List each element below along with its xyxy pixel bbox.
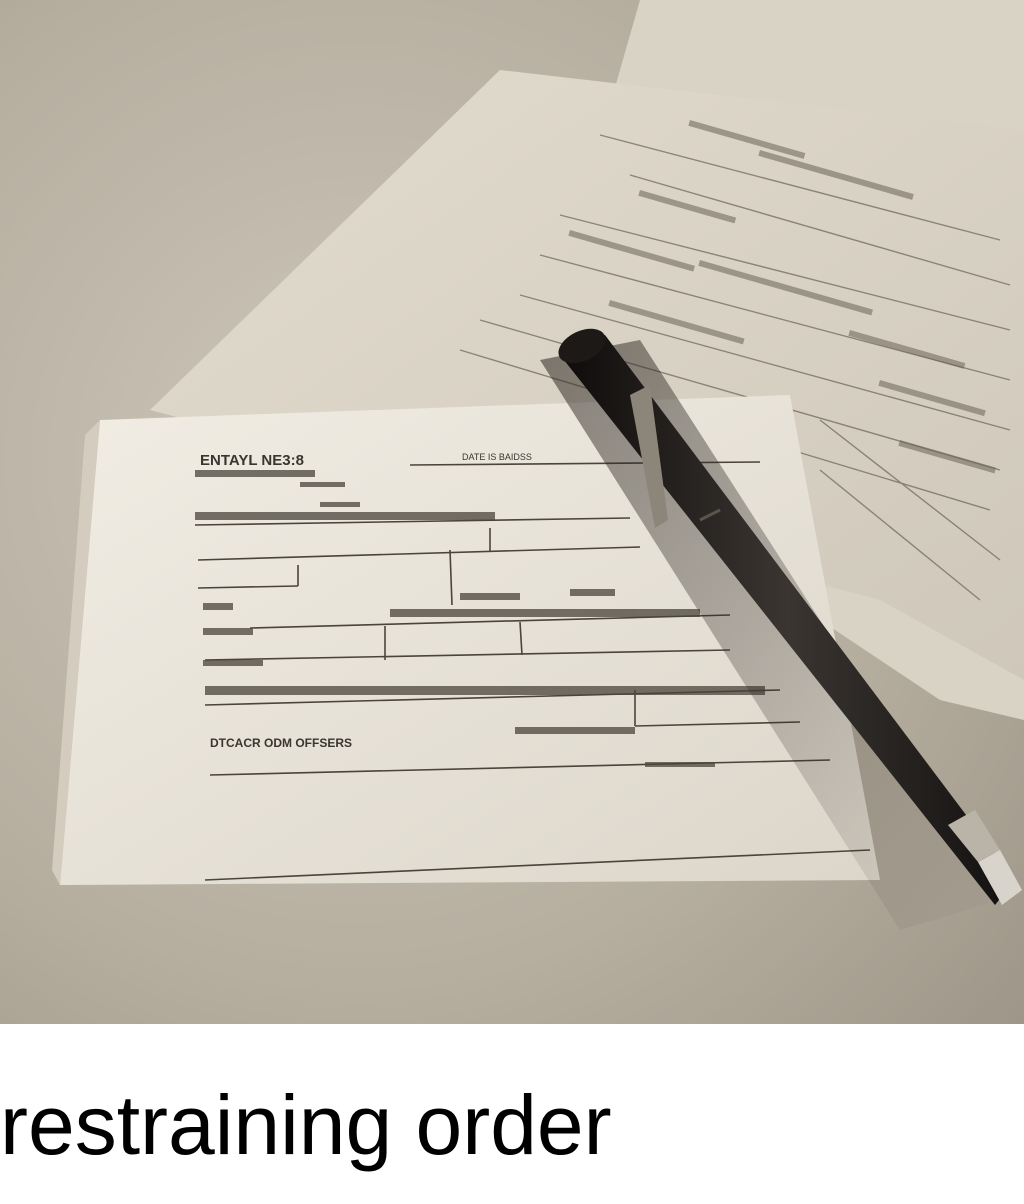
caption: restraining order xyxy=(0,1078,612,1172)
form-date-label: DATE IS BAIDSS xyxy=(462,452,532,462)
form-officer-label: DTCACR ODM OFFSERS xyxy=(210,736,352,750)
form-title: ENTAYL NE3:8 xyxy=(200,452,304,469)
